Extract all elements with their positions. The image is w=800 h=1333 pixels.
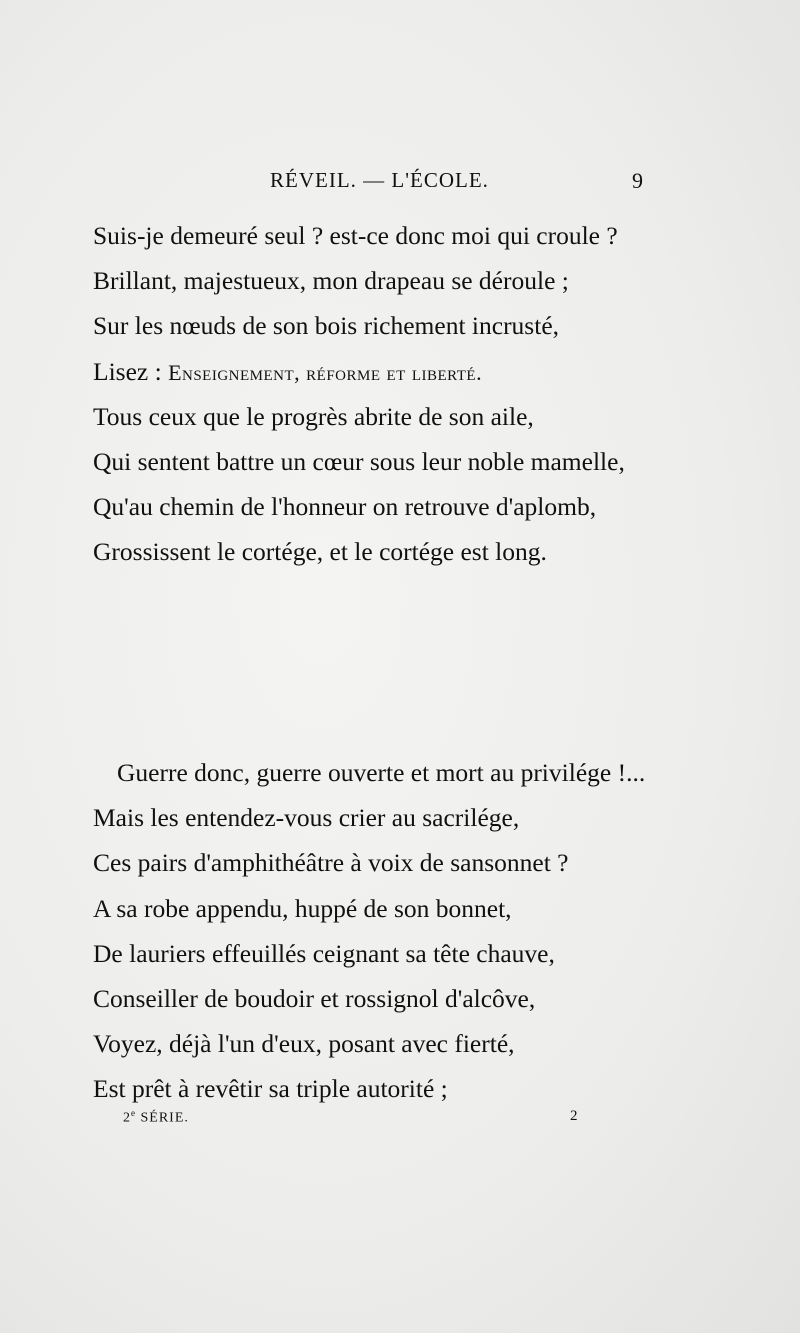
signature-label: SÉRIE.	[140, 1110, 189, 1126]
page-header	[0, 168, 800, 198]
verse-line: A sa robe appendu, huppé de son bonnet,	[93, 893, 512, 923]
signature-number: 2	[123, 1110, 131, 1126]
running-head: RÉVEIL. — L'ÉCOLE.	[270, 168, 489, 192]
verse-line: Brillant, majestueux, mon drapeau se déroule ;	[93, 266, 569, 296]
verse-line: Tous ceux que le progrès abrite de son aile,	[93, 401, 534, 431]
stanza-1	[93, 213, 625, 575]
verse-line: Voyez, déjà l'un d'eux, posant avec fierté,	[93, 1029, 515, 1059]
verse-line: De lauriers effeuillés ceignant sa tête chauve,	[93, 938, 555, 968]
verse-line: Guerre donc, guerre ouverte et mort au privilége !...	[117, 758, 646, 787]
signature-mark	[123, 1108, 189, 1127]
gathering-number: 2	[570, 1108, 578, 1124]
verse-line: Mais les entendez-vous crier au sacrilége,	[93, 803, 520, 833]
stanza-2	[93, 750, 645, 1112]
verse-line: Qu'au chemin de l'honneur on retrouve d'aplomb,	[93, 492, 597, 522]
verse-line: Suis-je demeuré seul ? est-ce donc moi qui croule ?	[93, 221, 618, 250]
verse-line: Ces pairs d'amphithéâtre à voix de sansonnet ?	[93, 848, 569, 878]
signature-sup: e	[131, 1108, 136, 1118]
motto-text: Enseignement, réforme et liberté.	[168, 359, 483, 385]
motto-lead: Lisez :	[93, 356, 169, 386]
verse-line: Est prêt à revêtir sa triple autorité ;	[93, 1074, 448, 1104]
verse-line: Conseiller de boudoir et rossignol d'alcôve,	[93, 983, 536, 1013]
verse-line: Sur les nœuds de son bois richement incrusté,	[93, 311, 560, 341]
verse-line: Qui sentent battre un cœur sous leur noble mamelle,	[93, 446, 625, 476]
page-number: 9	[632, 168, 643, 193]
verse-line-motto	[93, 349, 625, 394]
verse-line: Grossissent le cortége, et le cortége est long.	[93, 537, 547, 567]
